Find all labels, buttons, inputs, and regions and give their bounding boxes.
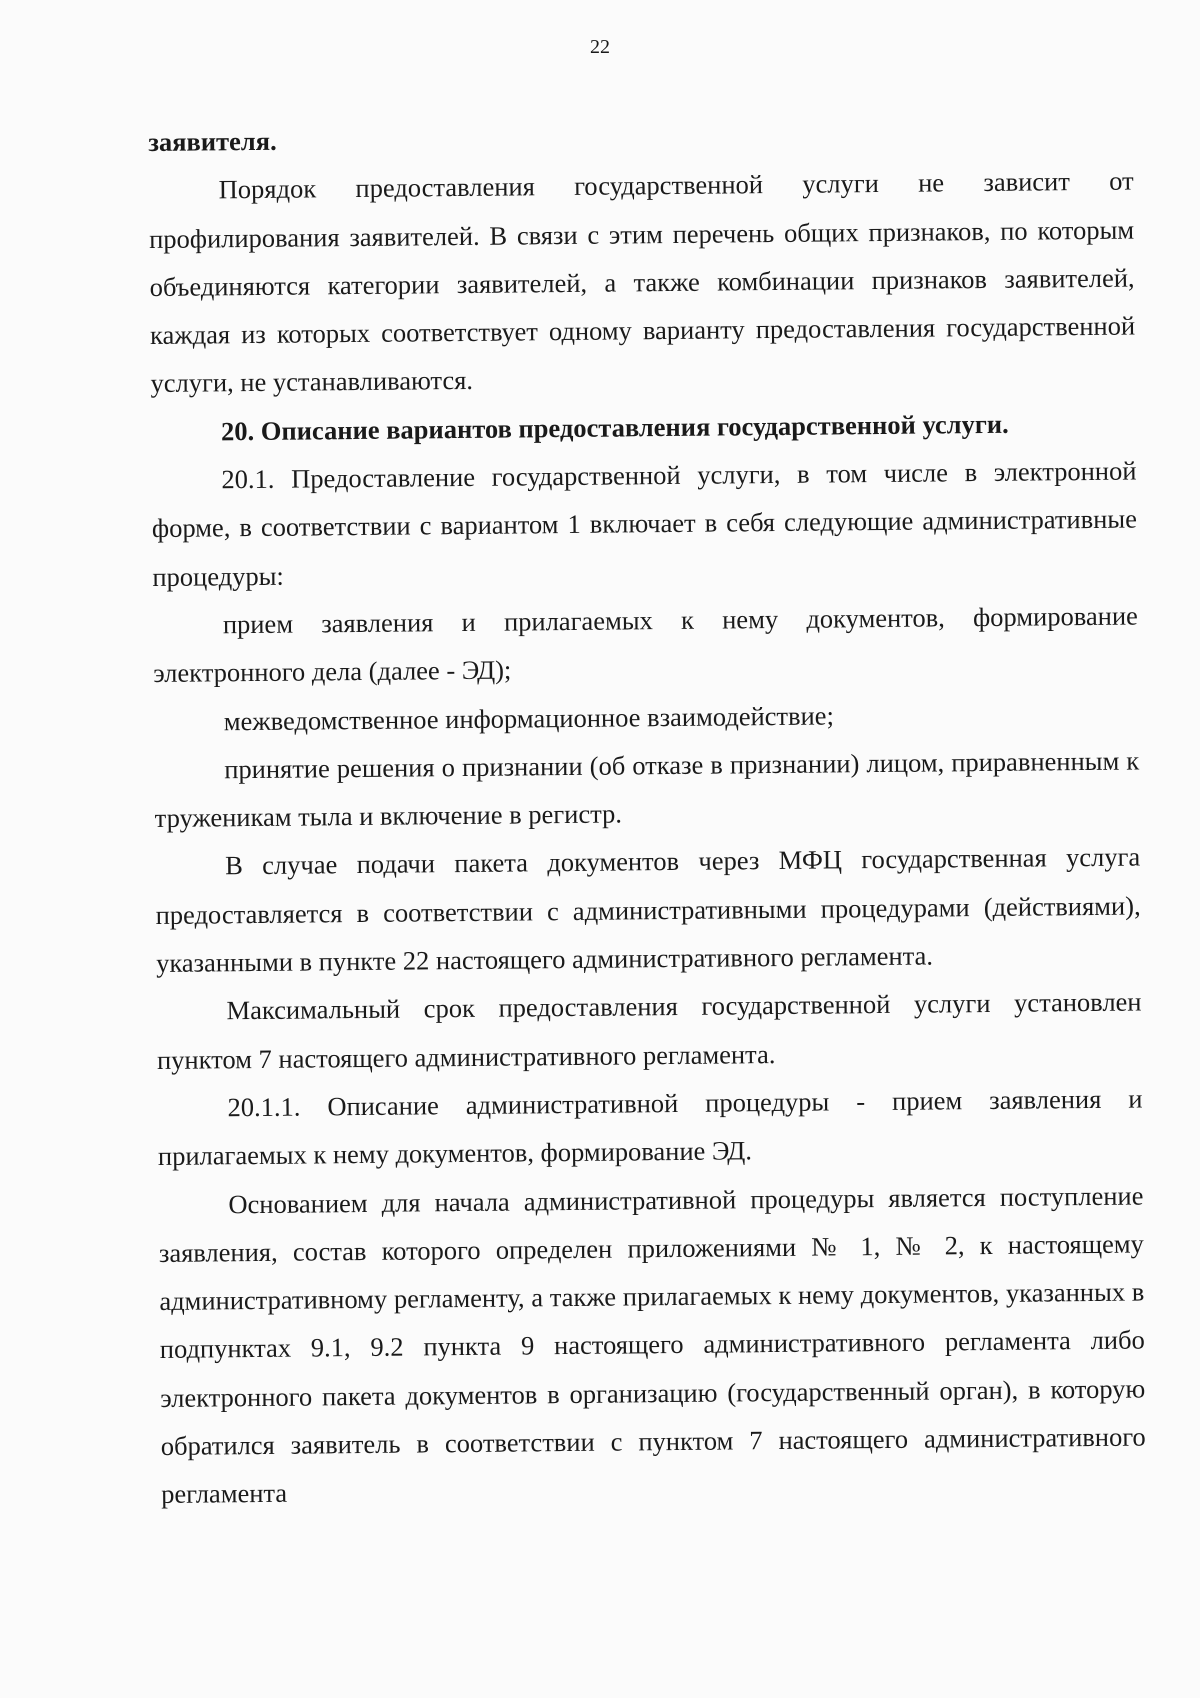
paragraph-continuation: заявителя. xyxy=(148,125,277,157)
paragraph-max-term: Максимальный срок предоставления государственной услуги установлен пунктом 7 настоящего административного регламента. xyxy=(156,986,1142,1075)
paragraph-mfc: В случае подачи пакета документов через МФЦ государственная услуга предоставляется в соответствии с административными процедурами (действиями), указанными в пункте 22 настоящего административного регламента. xyxy=(155,841,1141,979)
page-number: 22 xyxy=(590,36,610,58)
list-item-reception: прием заявления и прилагаемых к нему документов, формирование электронного дела (далее - ЭД); xyxy=(153,600,1138,689)
paragraph-profiling: Порядок предоставления государственной услуги не зависит от профилирования заявителей. В связи с этим перечень общих признаков, по которым объединяются категории заявителей, а также комбинации признаков заявителей, каждая из которых соответствует одному варианту предоставления государственной услуги, не устанавливаются. xyxy=(149,165,1136,399)
paragraph-20-1-1: 20.1.1. Описание административной процедуры - прием заявления и прилагаемых к нему документов, формирование ЭД. xyxy=(157,1083,1143,1172)
list-item-decision: принятие решения о признании (об отказе в признании) лицом, приравненным к труженикам тыла и включение в регистр. xyxy=(154,745,1140,834)
paragraph-20-1: 20.1. Предоставление государственной услуги, в том числе в электронной форме, в соответствии с вариантом 1 включает в себя следующие административные процедуры: xyxy=(151,455,1138,592)
section-heading-20: 20. Описание вариантов предоставления государственной услуги. xyxy=(220,408,1009,447)
paragraph-grounds: Основанием для начала административной процедуры является поступление заявления, состав которого определен приложениями № 1, № 2, к настоящему административному регламенту, а также прилагаемых к нему документов, указанных в подпунктах 9.1, 9.2 пункта 9 настоящего административного регламента либо электронного пакета документов в организацию (государственный орган), в которую обратился заявитель в соответствии с пунктом 7 настоящего административного регламента xyxy=(158,1180,1146,1510)
list-item-interagency: межведомственное информационное взаимодействие; xyxy=(223,700,835,736)
document-body xyxy=(148,109,1146,1519)
